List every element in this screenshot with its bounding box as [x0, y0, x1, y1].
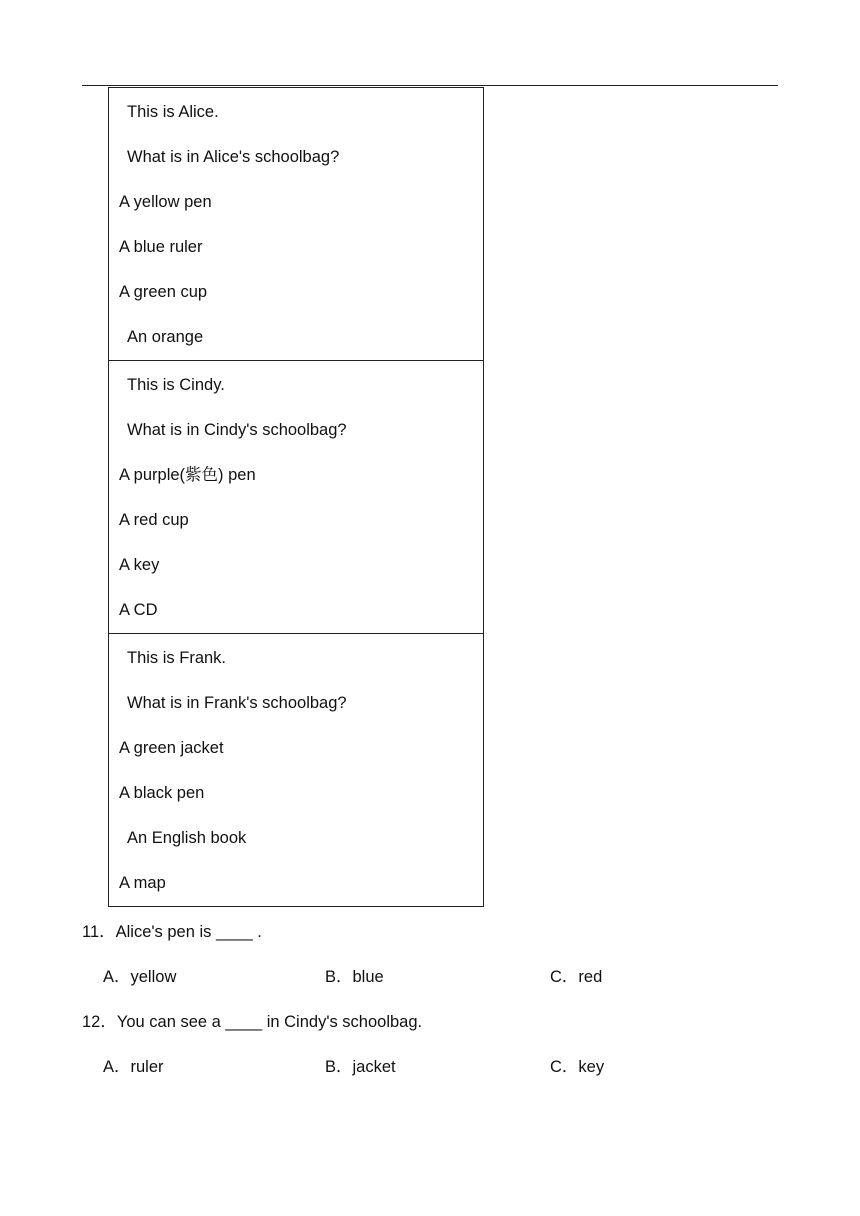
passage-line: A red cup	[119, 511, 189, 529]
passage-line: An English book	[127, 829, 247, 847]
table-row	[109, 361, 484, 634]
question-11-option-a[interactable]: A．yellow	[103, 968, 177, 986]
question-11-option-b[interactable]: B．blue	[325, 968, 384, 986]
passage-line: This is Frank.	[127, 649, 227, 667]
passage-line: A CD	[119, 601, 158, 619]
passage-line: A purple(紫色) pen	[119, 466, 256, 484]
table-row	[109, 634, 484, 907]
passage-line: What is in Alice's schoolbag?	[127, 148, 340, 166]
passage-cell-alice	[109, 88, 484, 361]
passage-line: What is in Frank's schoolbag?	[127, 694, 347, 712]
table-row	[109, 88, 484, 361]
header-rule	[82, 85, 778, 86]
passage-line: A black pen	[119, 784, 205, 802]
passage-line: A key	[119, 556, 160, 574]
passage-line: A green jacket	[119, 739, 224, 757]
passage-line: A blue ruler	[119, 238, 203, 256]
reading-table	[108, 87, 484, 907]
passage-line: An orange	[127, 328, 204, 346]
question-12-option-c[interactable]: C．key	[550, 1058, 605, 1076]
passage-line: This is Alice.	[127, 103, 219, 121]
question-12-option-b[interactable]: B．jacket	[325, 1058, 396, 1076]
passage-line: What is in Cindy's schoolbag?	[127, 421, 347, 439]
passage-line: A green cup	[119, 283, 208, 301]
question-12-option-a[interactable]: A．ruler	[103, 1058, 164, 1076]
passage-cell-cindy	[109, 361, 484, 634]
question-11: 11．Alice's pen is ____ .	[82, 923, 262, 941]
passage-cell-frank	[109, 634, 484, 907]
question-11-option-c[interactable]: C．red	[550, 968, 603, 986]
question-12: 12．You can see a ____ in Cindy's schoolbag.	[82, 1013, 423, 1031]
passage-line: This is Cindy.	[127, 376, 225, 394]
passage-line: A map	[119, 874, 166, 892]
passage-line: A yellow pen	[119, 193, 212, 211]
